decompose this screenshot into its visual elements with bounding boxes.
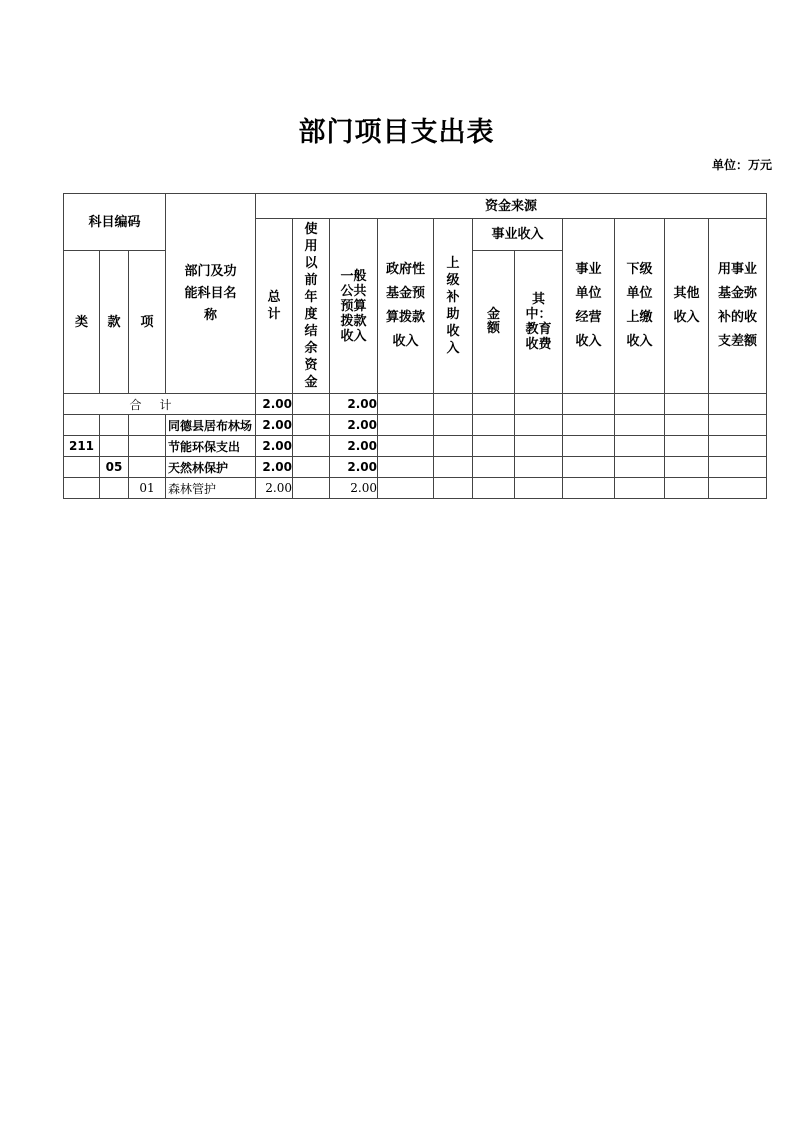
header-operating-income-text: 事业单位经营收入 <box>575 262 602 349</box>
header-gov-fund-text: 政府性基金预算拨款收入 <box>385 262 425 349</box>
empty-cell <box>563 436 615 457</box>
empty-cell <box>709 457 767 478</box>
expense-table <box>63 193 767 499</box>
row-general-budget: 2.00 <box>330 436 378 457</box>
total-label: 合计 <box>64 394 256 415</box>
header-general-budget-text: 一般公共预算拨款收入 <box>340 268 367 344</box>
total-row-general-budget: 2.00 <box>330 394 378 415</box>
header-business-income: 事业收入 <box>473 219 563 251</box>
empty-cell <box>293 478 330 499</box>
header-lei: 类 <box>64 251 100 394</box>
row-lei <box>64 478 100 499</box>
row-total: 2.00 <box>256 457 293 478</box>
row-lei <box>64 415 100 436</box>
header-amount-text: 金额 <box>486 307 500 336</box>
row-general-budget: 2.00 <box>330 478 378 499</box>
header-subordinate-income-text: 下级单位上缴收入 <box>626 262 653 349</box>
empty-cell <box>473 436 515 457</box>
empty-cell <box>473 478 515 499</box>
page-title: 部门项目支出表 <box>298 117 495 148</box>
row-general-budget: 2.00 <box>330 457 378 478</box>
empty-cell <box>378 394 434 415</box>
row-kuan <box>100 415 129 436</box>
empty-cell <box>434 436 473 457</box>
empty-cell <box>515 415 563 436</box>
empty-cell <box>378 457 434 478</box>
row-xiang <box>129 457 166 478</box>
empty-cell <box>709 478 767 499</box>
empty-cell <box>665 394 709 415</box>
header-edu-fee <box>515 251 563 394</box>
header-superior-subsidy <box>434 219 473 394</box>
row-total: 2.00 <box>256 478 293 499</box>
header-superior-subsidy-text: 上级补助收入 <box>446 256 460 356</box>
empty-cell <box>615 457 665 478</box>
header-xiang: 项 <box>129 251 166 394</box>
empty-cell <box>434 457 473 478</box>
header-total-text: 总计 <box>267 290 281 322</box>
row-total: 2.00 <box>256 415 293 436</box>
header-other-income-text: 其他收入 <box>673 286 700 325</box>
empty-cell <box>615 478 665 499</box>
empty-cell <box>615 394 665 415</box>
header-gov-fund <box>378 219 434 394</box>
header-dept-name <box>166 194 256 394</box>
empty-cell <box>563 415 615 436</box>
row-xiang <box>129 436 166 457</box>
empty-cell <box>293 415 330 436</box>
row-name: 森林管护 <box>166 478 256 499</box>
header-fund-offset <box>709 219 767 394</box>
empty-cell <box>434 394 473 415</box>
empty-cell <box>473 457 515 478</box>
empty-cell <box>709 436 767 457</box>
header-other-income <box>665 219 709 394</box>
row-name: 节能环保支出 <box>166 436 256 457</box>
header-prior-balance <box>293 219 330 394</box>
header-total <box>256 219 293 394</box>
header-fund-offset-text: 用事业基金弥补的收支差额 <box>718 262 758 349</box>
table-row-total <box>64 394 767 415</box>
empty-cell <box>665 457 709 478</box>
empty-cell <box>434 478 473 499</box>
empty-cell <box>665 478 709 499</box>
table-row <box>64 415 767 436</box>
row-xiang <box>129 415 166 436</box>
empty-cell <box>515 478 563 499</box>
empty-cell <box>665 415 709 436</box>
row-kuan: 05 <box>100 457 129 478</box>
empty-cell <box>293 457 330 478</box>
row-general-budget: 2.00 <box>330 415 378 436</box>
header-amount <box>473 251 515 394</box>
empty-cell <box>378 436 434 457</box>
empty-cell <box>378 478 434 499</box>
empty-cell <box>709 415 767 436</box>
empty-cell <box>563 478 615 499</box>
empty-cell <box>515 436 563 457</box>
empty-cell <box>563 394 615 415</box>
empty-cell <box>378 415 434 436</box>
header-operating-income <box>563 219 615 394</box>
row-kuan <box>100 436 129 457</box>
row-xiang: 01 <box>129 478 166 499</box>
unit-label: 单位：万元 <box>711 158 772 172</box>
table-row <box>64 478 767 499</box>
empty-cell <box>563 457 615 478</box>
header-prior-balance-text: 使用以前年度结余资金 <box>304 222 318 390</box>
row-name: 同德县居布林场 <box>166 415 256 436</box>
header-subordinate-income <box>615 219 665 394</box>
header-subject-code: 科目编码 <box>64 194 166 251</box>
empty-cell <box>293 436 330 457</box>
empty-cell <box>473 394 515 415</box>
empty-cell <box>515 457 563 478</box>
header-general-budget <box>330 219 378 394</box>
empty-cell <box>473 415 515 436</box>
empty-cell <box>709 394 767 415</box>
row-kuan <box>100 478 129 499</box>
table-row <box>64 457 767 478</box>
row-total: 2.00 <box>256 436 293 457</box>
table-row <box>64 436 767 457</box>
header-fund-source: 资金来源 <box>256 194 767 219</box>
empty-cell <box>665 436 709 457</box>
row-lei: 211 <box>64 436 100 457</box>
empty-cell <box>434 415 473 436</box>
empty-cell <box>515 394 563 415</box>
empty-cell <box>293 394 330 415</box>
header-kuan: 款 <box>100 251 129 394</box>
row-lei <box>64 457 100 478</box>
row-name: 天然林保护 <box>166 457 256 478</box>
header-dept-name-text: 部门及功能科目名称 <box>184 263 237 323</box>
total-row-total: 2.00 <box>256 394 293 415</box>
empty-cell <box>615 415 665 436</box>
empty-cell <box>615 436 665 457</box>
header-edu-fee-text: 其中：教育收费 <box>525 292 552 352</box>
